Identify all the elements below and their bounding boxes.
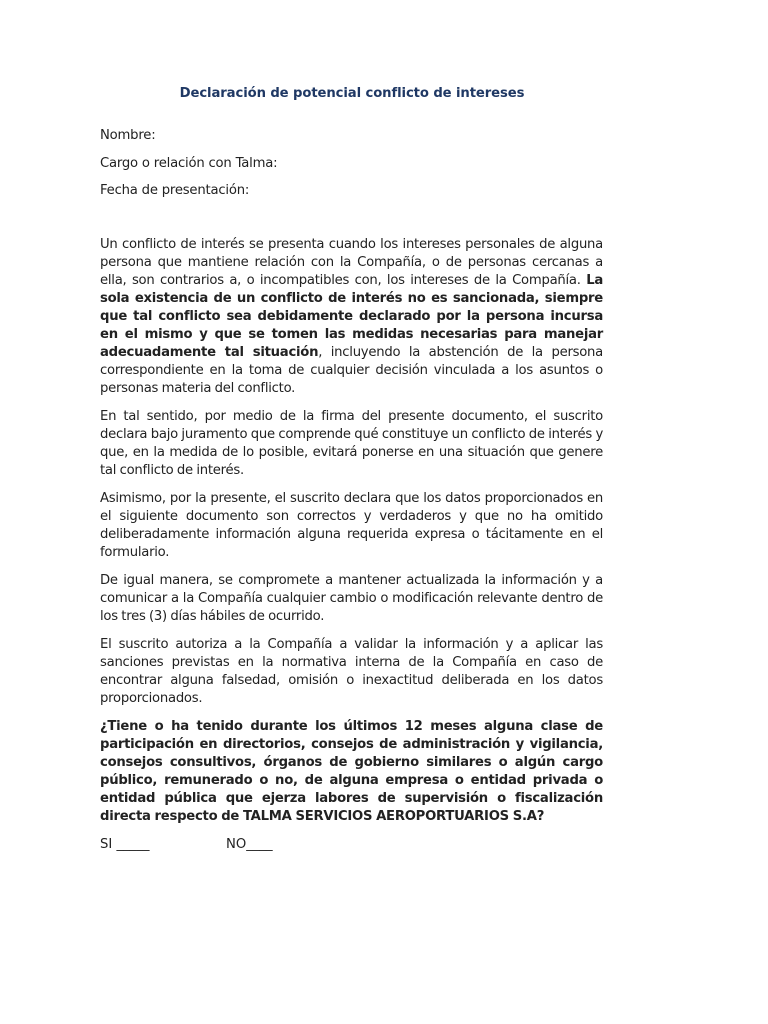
answer-no[interactable]: NO____: [226, 837, 273, 852]
document-title: Declaración de potencial conflicto de intereses: [179, 86, 525, 101]
header-fields: [100, 127, 604, 210]
field-cargo: Cargo o relación con Talma:: [100, 155, 278, 171]
paragraph-declaration: En tal sentido, por medio de la firma del presente documento, el suscrito declara bajo juramento que comprende qué constituye un conflicto de interés y que, en la medida de lo posible, evitará ponerse en una situación que genere tal conflicto de interés.: [100, 409, 603, 478]
body-text: [100, 236, 603, 854]
paragraph-definition-bold: La sola existencia de un conflicto de interés no es sancionada, siempre que tal conflicto sea debidamente declarado por la persona incursa en el mismo y que se tomen las medidas necesarias para manejar adecuadamente tal situación: [100, 273, 603, 360]
field-fecha: Fecha de presentación:: [100, 183, 250, 198]
paragraph-update-commitment: De igual manera, se compromete a mantener actualizada la información y a comunicar a la Compañía cualquier cambio o modificación relevante dentro de los tres (3) días hábiles de ocurrido.: [100, 573, 603, 624]
paragraph-data-accuracy: Asimismo, por la presente, el suscrito declara que los datos proporcionados en el siguiente documento son correctos y verdaderos y que no ha omitido deliberadamente información alguna requerida expresa o tácitamente en el formulario.: [100, 491, 603, 560]
answer-options: [100, 836, 603, 854]
answer-si[interactable]: SI _____: [100, 837, 150, 852]
paragraph-definition: [100, 236, 603, 398]
paragraph-definition-end: , incluyendo la abstención de la persona correspondiente en la toma de cualquier decisión vinculada a los asuntos o personas materia del conflicto.: [100, 345, 603, 396]
participation-question: ¿Tiene o ha tenido durante los últimos 12 meses alguna clase de participación en directorios, consejos de administración y vigilancia, consejos consultivos, órganos de gobierno similares o algún cargo público, remunerado o no, de alguna empresa o entidad privada o entidad pública que ejerza labores de supervisión o fiscalización directa respecto de TALMA SERVICIOS AEROPORTUARIOS S.A?: [100, 719, 603, 824]
paragraph-authorization: El suscrito autoriza a la Compañía a validar la información y a aplicar las sanciones previstas en la normativa interna de la Compañía en caso de encontrar alguna falsedad, omisión o inexactitud deliberada en los datos proporcionados.: [100, 637, 603, 706]
field-nombre: Nombre:: [100, 128, 156, 143]
paragraph-definition-start: Un conflicto de interés se presenta cuando los intereses personales de alguna persona que mantiene relación con la Compañía, o de personas cercanas a ella, son contrarios a, o incompatibles con, los intereses de la Compañía.: [100, 237, 603, 288]
